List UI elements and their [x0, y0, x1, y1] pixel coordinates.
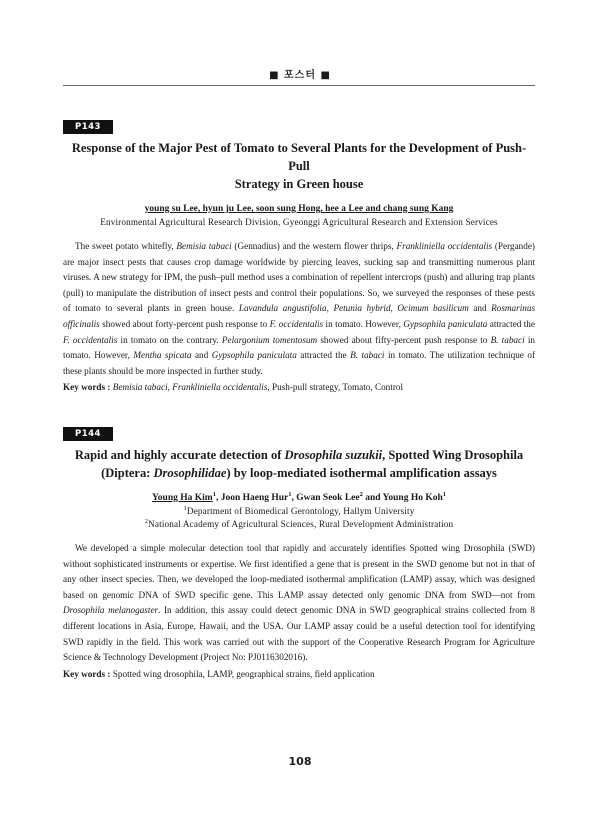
text-run: ,	[326, 303, 334, 314]
text-run: (Pergande) are major insect pests that causes crop damage worldwide by piercing leaves, sucking sap and transmitting numerous plant viruses. A new strategy for IPM, the push–pull method uses a combination of repellent intercrops (push) and alluring trap plants (pull) to manipulate the distribution of insect pests and control their populations. So, we surveyed the responses of these pests of tomato to several plants in green house.	[63, 241, 535, 314]
authors-text: young su Lee, hyun ju Lee, soon sung Hong, hee a Lee and chang sung Kang	[144, 204, 454, 214]
author: , Gwan Seok Lee	[291, 493, 360, 503]
text-run: The sweet potato whitefly,	[75, 241, 177, 251]
affil-sup: 2	[144, 517, 149, 525]
abstract-body	[63, 541, 535, 666]
affiliation-line	[63, 505, 535, 518]
abstract-p143	[63, 116, 535, 392]
presenting-author: Young Ha Kim	[151, 493, 213, 503]
author-list	[63, 490, 535, 503]
italic-text: F. occidentalis	[63, 334, 118, 345]
text-run: We developed a simple molecular detection tool that rapidly and accurately identifies Spotted wing Drosophila (SWD) without sophisticated instruments or expertise. We first identified a gene that is present in the SWD genome but not in that of any other insect species. Then, we developed the loop-mediated isothermal amplification (LAMP) assay, which was designed based on genomic DNA of SWD specific gene. This LAMP assay detected only genomic DNA from SWD—not from	[63, 543, 535, 600]
author-sup: 1	[288, 490, 292, 498]
text-run: showed about forty-percent push response to	[99, 318, 270, 329]
text-run: Push-pull strategy, Tomato, Control	[269, 382, 404, 393]
affiliation-line	[63, 518, 535, 531]
author-sup: 1	[212, 490, 216, 498]
italic-text: Gypsophila paniculata	[211, 350, 297, 361]
keywords-label: Key words :	[63, 382, 113, 393]
text-run: Spotted wing drosophila, LAMP, geographical strains, field application	[112, 668, 375, 679]
affil-text: National Academy of Agricultural Sciences, Rural Development Administration	[148, 519, 454, 529]
title-text: (Diptera:	[101, 466, 154, 480]
title-text: , Spotted Wing Drosophila	[382, 448, 524, 462]
title-species: Drosophila suzukii	[284, 448, 383, 462]
author: , Joon Haeng Hur	[215, 493, 289, 503]
text-run: and	[468, 303, 492, 314]
abstract-title-line	[63, 464, 535, 482]
text-run: in tomato. However,	[323, 318, 404, 329]
title-text: Rapid and highly accurate detection of	[74, 448, 285, 462]
author-sup: 1	[442, 490, 447, 498]
keywords-label: Key words :	[63, 668, 113, 679]
text-run: in tomato. The utilization technique of these plants should be more inspected in further study.	[63, 350, 536, 376]
text-run: (Gennadius) and the western flower thrips,	[231, 241, 397, 251]
abstract-code-badge: P143	[63, 120, 113, 134]
text-run: in tomato on the contrary.	[117, 334, 222, 345]
italic-text: Petunia hybrid	[333, 303, 391, 314]
section-header: ■ 포스터 ■	[269, 70, 331, 81]
italic-text: Frankliniella occidentalis	[396, 241, 493, 251]
abstract-title-line	[63, 446, 535, 464]
abstract-p144	[63, 423, 535, 679]
author: and Young Ho Koh	[362, 493, 443, 503]
italic-text: Bemisia tabaci	[176, 241, 232, 251]
italic-text: Mentha spicata	[133, 350, 192, 361]
text-run: and	[191, 350, 212, 361]
title-family: Drosophilidae	[153, 466, 227, 480]
keywords	[63, 669, 535, 679]
italic-text: Bemisia tabaci, Frankliniella occidentalis,	[112, 382, 270, 393]
text-run: showed about fifty-percent push response to	[317, 334, 491, 345]
italic-text: B. tabaci	[350, 350, 385, 361]
italic-text: Lavandula angustifolia	[238, 303, 327, 314]
keywords	[63, 382, 535, 392]
italic-text: B. tabaci	[490, 334, 525, 345]
abstract-title	[63, 139, 535, 193]
italic-text: Gypsophila paniculata	[403, 318, 488, 329]
affiliation	[63, 505, 535, 531]
text-run: attracted the	[487, 318, 535, 329]
text-run: ,	[390, 303, 398, 314]
title-text: ) by loop-mediated isothermal amplification assays	[226, 466, 497, 480]
text-run: . In addition, this assay could detect genomic DNA in SWD geographical strains collected from 8 different locations in Asia, Europe, Hawaii, and the USA. Our LAMP assay could be a useful detection tool for identifying SWD rapidly in the field. This work was carried out with the support of the Cooperative Research Program for Agriculture Science & Technology Development (Project No: PJ0116302016).	[63, 605, 535, 663]
author-sup: 2	[359, 490, 363, 498]
text-run: attracted the	[296, 350, 351, 361]
italic-text: F. occidentalis	[269, 318, 324, 329]
italic-text: Drosophila melanogaster	[63, 605, 159, 616]
author-list	[63, 204, 535, 214]
header-rule	[63, 85, 535, 86]
abstract-code-badge: P144	[63, 427, 113, 441]
affil-text: Department of Biomedical Gerontology, Hallym University	[186, 506, 415, 516]
italic-text: Rosmarinus officinalis	[63, 303, 536, 329]
text-run: in tomato. However,	[63, 334, 536, 361]
italic-text: Pelargonium tomentosum	[221, 334, 318, 345]
italic-text: Ocimum basilicum	[397, 303, 469, 314]
abstract-title-line: Strategy in Green house	[234, 177, 364, 191]
abstract-body	[63, 239, 535, 379]
affil-sup: 1	[183, 504, 187, 512]
page-number: 108	[288, 755, 312, 768]
keywords-text	[113, 382, 403, 392]
abstract-title-line: Response of the Major Pest of Tomato to Several Plants for the Development of Push-Pull	[71, 141, 527, 173]
keywords-text	[113, 669, 375, 679]
affiliation: Environmental Agricultural Research Division, Gyeonggi Agricultural Research and Extension Services	[100, 217, 498, 227]
abstract-title	[63, 446, 535, 482]
